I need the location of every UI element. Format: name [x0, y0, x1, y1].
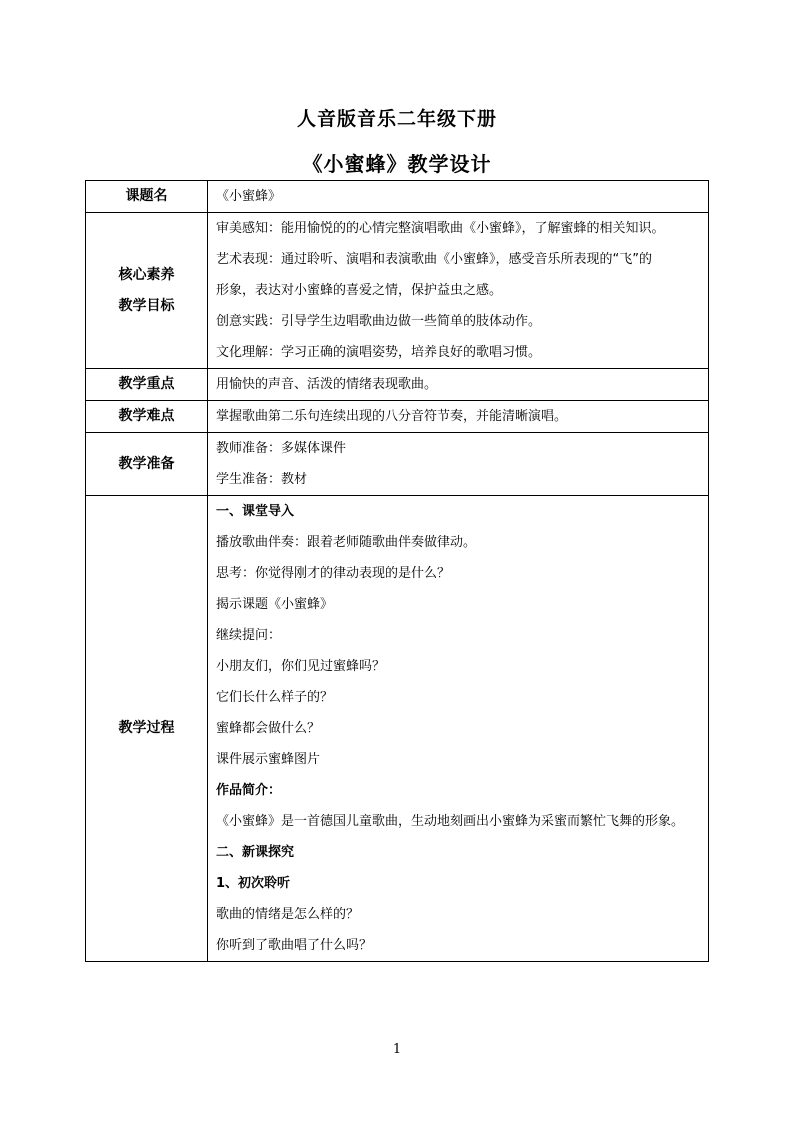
row-content-cell	[208, 496, 709, 962]
row-label-cell	[86, 213, 208, 369]
content-line: 揭示课题《小蜜蜂》	[216, 597, 334, 612]
content-line: 教师准备：多媒体课件	[216, 441, 347, 456]
table-row	[86, 181, 709, 213]
section-heading: 作品简介：	[216, 783, 282, 798]
row-label-cell	[86, 181, 208, 213]
row-content-cell	[208, 181, 709, 213]
table-row	[86, 496, 709, 962]
content-line: 歌曲的情绪是怎么样的？	[216, 907, 360, 922]
content-line: 《小蜜蜂》	[216, 189, 282, 204]
row-label: 教学目标	[118, 297, 175, 314]
section-heading: 二、新课探究	[216, 845, 295, 860]
content-line: 你听到了歌曲唱了什么吗？	[216, 938, 373, 953]
row-label: 教学重点	[118, 376, 175, 392]
row-content-cell	[208, 213, 709, 369]
content-line: 思考：你觉得刚才的律动表现的是什么？	[216, 566, 451, 581]
section-heading: 1、初次聆听	[216, 876, 291, 891]
content-line: 艺术表现：通过聆听、演唱和表演歌曲《小蜜蜂》，感受音乐所表现的“飞”的	[216, 252, 652, 267]
content-line: 创意实践：引导学生边唱歌曲边做一些简单的肢体动作。	[216, 314, 542, 329]
content-line: 继续提问：	[216, 628, 282, 643]
row-label-cell	[86, 496, 208, 962]
section-heading: 一、课堂导入	[216, 504, 295, 519]
content-line: 《小蜜蜂》是一首德国儿童歌曲，生动地刻画出小蜜蜂为采蜜而繁忙飞舞的形象。	[216, 814, 685, 829]
row-label-cell	[86, 401, 208, 433]
content-line: 小朋友们，你们见过蜜蜂吗？	[216, 659, 386, 674]
content-line: 掌握歌曲第二乐句连续出现的八分音符节奏，并能清晰演唱。	[216, 409, 568, 424]
row-content-cell	[208, 433, 709, 496]
lesson-plan-body	[86, 181, 709, 962]
table-row	[86, 369, 709, 401]
table-row	[86, 433, 709, 496]
table-row	[86, 213, 709, 369]
document-subtitle: 《小蜜蜂》教学设计	[302, 152, 492, 176]
document-title: 人音版音乐二年级下册	[296, 108, 497, 130]
row-label-cell	[86, 433, 208, 496]
row-content-cell	[208, 401, 709, 433]
row-label: 教学过程	[118, 720, 175, 736]
content-line: 审美感知：能用愉悦的的心情完整演唱歌曲《小蜜蜂》，了解蜜蜂的相关知识。	[216, 221, 665, 236]
content-line: 播放歌曲伴奏：跟着老师随歌曲伴奏做律动。	[216, 535, 477, 550]
row-content-cell	[208, 369, 709, 401]
content-line: 用愉快的声音、活泼的情绪表现歌曲。	[216, 377, 438, 392]
content-line: 形象，表达对小蜜蜂的喜爱之情，保护益虫之感。	[216, 283, 503, 298]
content-line: 文化理解：学习正确的演唱姿势，培养良好的歌唱习惯。	[216, 345, 542, 360]
content-line: 蜜蜂都会做什么？	[216, 721, 321, 736]
row-label: 教学难点	[118, 408, 175, 424]
page-number: 1	[392, 1042, 402, 1057]
content-line: 学生准备：教材	[216, 472, 308, 487]
content-line: 它们长什么样子的？	[216, 690, 334, 705]
row-label: 教学准备	[118, 455, 175, 472]
lesson-plan-table	[85, 180, 709, 962]
row-label-cell	[86, 369, 208, 401]
row-label: 课题名	[125, 188, 168, 204]
row-label: 核心素养	[118, 266, 175, 283]
table-row	[86, 401, 709, 433]
content-line: 课件展示蜜蜂图片	[216, 752, 321, 767]
